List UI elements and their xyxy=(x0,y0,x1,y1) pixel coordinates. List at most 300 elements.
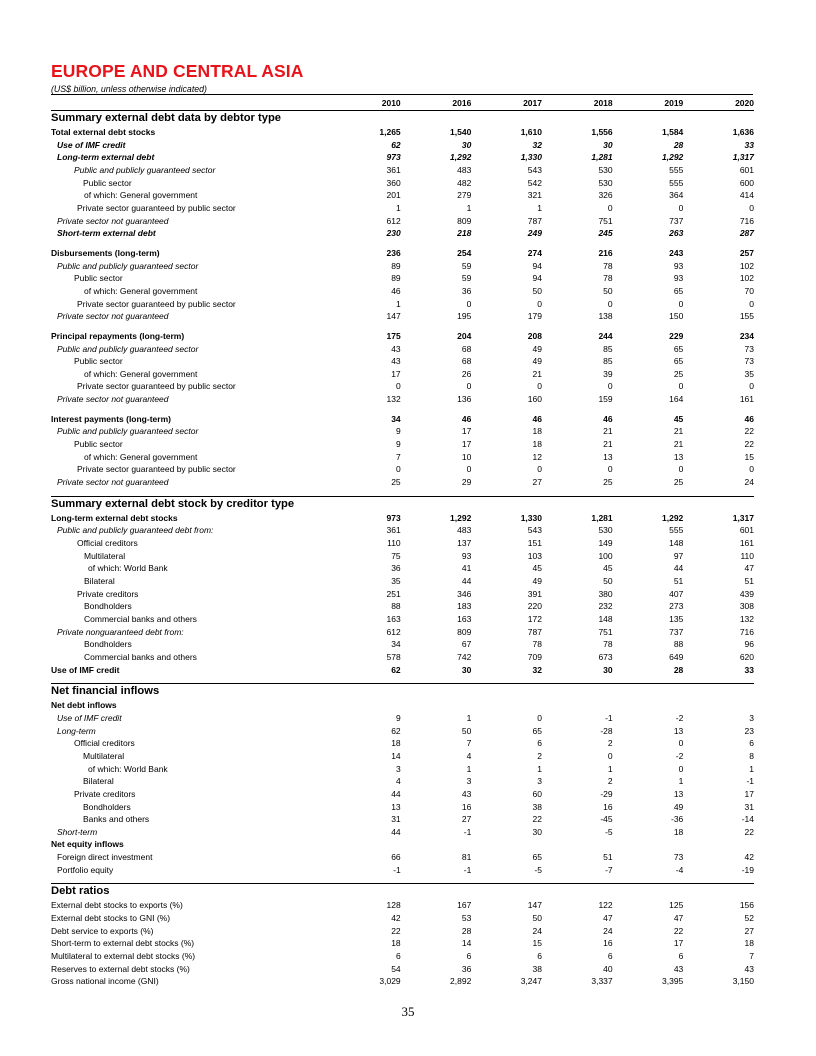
value-cell-2017: 1,330 xyxy=(520,152,542,163)
value-cell-2010: 361 xyxy=(386,164,401,175)
value-cell-2019: 0 xyxy=(678,738,684,749)
value-cell-2018: 0 xyxy=(607,202,613,213)
value-cell-2016: 136 xyxy=(457,394,472,405)
table-row xyxy=(51,925,754,938)
value-cell-2019: 25 xyxy=(673,368,684,379)
value-cell-2019: 0 xyxy=(678,381,684,392)
value-cell-2016: 279 xyxy=(457,190,472,201)
row-label: Bilateral xyxy=(83,776,114,787)
value-cell-2010: 1 xyxy=(395,298,401,309)
value-cell-2016: 10 xyxy=(461,451,472,462)
table-row xyxy=(51,937,754,950)
table-row xyxy=(51,788,754,801)
value-cell-2010 xyxy=(330,699,401,712)
value-cell-2016: 0 xyxy=(466,298,472,309)
table-row xyxy=(51,272,754,285)
value-cell-2020: 1,317 xyxy=(732,152,754,163)
value-cell-2016: 59 xyxy=(461,260,472,271)
value-cell-2018: 78 xyxy=(603,639,613,650)
value-cell-2016: 28 xyxy=(461,925,472,936)
value-cell-2010: 175 xyxy=(386,330,401,341)
table-row xyxy=(51,139,754,152)
value-cell-2018: 530 xyxy=(598,525,613,536)
value-cell-2016: 1 xyxy=(466,763,472,774)
value-cell-2020: 73 xyxy=(744,356,754,367)
value-cell-2020 xyxy=(683,699,754,712)
value-cell-2017: 78 xyxy=(532,639,542,650)
header-label-cell xyxy=(51,97,330,111)
row-label: Long-term external debt stocks xyxy=(51,512,178,523)
value-cell-2016: 30 xyxy=(461,139,472,150)
value-cell-2010: 43 xyxy=(391,356,401,367)
value-cell-2020: 23 xyxy=(744,725,754,736)
section-spacer xyxy=(51,876,754,884)
row-label: Public and publicly guaranteed sector xyxy=(74,164,216,175)
value-cell-2010: 4 xyxy=(395,776,401,787)
value-cell-2020: 35 xyxy=(744,368,754,379)
value-cell-2020: 1,636 xyxy=(732,127,754,137)
value-cell-2018: 1,556 xyxy=(591,127,613,137)
table-row xyxy=(51,588,754,601)
value-cell-2017: 787 xyxy=(527,215,542,226)
value-cell-2020: -14 xyxy=(741,814,754,825)
value-cell-2019: 0 xyxy=(678,298,684,309)
row-label: Public sector xyxy=(74,273,123,284)
value-cell-2017: 172 xyxy=(527,613,542,624)
value-cell-2016: 16 xyxy=(461,801,472,812)
table-row xyxy=(51,355,754,368)
value-cell-2016: 17 xyxy=(461,439,472,450)
table-row xyxy=(51,725,754,738)
value-cell-2018: 1,281 xyxy=(591,512,613,523)
value-cell-2020: 18 xyxy=(744,938,754,949)
value-cell-2016: 44 xyxy=(461,576,472,586)
table-row xyxy=(51,562,754,575)
group-spacer xyxy=(51,406,754,413)
value-cell-2010: 13 xyxy=(391,801,401,812)
value-cell-2020: 31 xyxy=(744,801,754,812)
value-cell-2019: -2 xyxy=(675,750,684,761)
row-label: Private creditors xyxy=(77,588,139,599)
row-label: Bilateral xyxy=(84,576,115,586)
table-row xyxy=(51,177,754,190)
row-label: Use of IMF credit xyxy=(57,712,122,723)
value-cell-2017: 103 xyxy=(527,550,542,561)
value-cell-2010: 89 xyxy=(391,273,401,284)
value-cell-2020: 15 xyxy=(744,451,754,462)
year-header-row xyxy=(51,97,754,111)
value-cell-2019 xyxy=(613,838,684,851)
value-cell-2017: 274 xyxy=(527,247,542,258)
value-cell-2017: 21 xyxy=(532,368,542,379)
value-cell-2020: 132 xyxy=(739,613,754,624)
value-cell-2020: 601 xyxy=(739,164,754,175)
page-subtitle: (US$ billion, unless otherwise indicated) xyxy=(51,84,753,95)
table-row xyxy=(51,801,754,814)
row-label: Public and publicly guaranteed sector xyxy=(57,260,199,271)
value-cell-2020: 234 xyxy=(739,330,754,341)
value-cell-2010: 18 xyxy=(391,938,401,949)
table-row xyxy=(51,712,754,725)
value-cell-2020: 73 xyxy=(744,343,754,354)
value-cell-2016 xyxy=(401,838,472,851)
value-cell-2018: 39 xyxy=(603,368,613,379)
value-cell-2010: 3 xyxy=(395,763,401,774)
value-cell-2017: 65 xyxy=(532,852,542,863)
value-cell-2020: -1 xyxy=(746,776,754,787)
value-cell-2020: -19 xyxy=(741,864,754,875)
value-cell-2017: 391 xyxy=(527,588,542,599)
value-cell-2018: 85 xyxy=(603,343,613,354)
row-label: Gross national income (GNI) xyxy=(51,976,159,987)
table-row xyxy=(51,600,754,613)
value-cell-2018: 0 xyxy=(607,298,613,309)
row-label: Long-term xyxy=(57,725,96,736)
value-cell-2018: 751 xyxy=(598,626,613,637)
table-row xyxy=(51,393,754,406)
value-cell-2016: 254 xyxy=(457,247,472,258)
row-label: Public and publicly guaranteed sector xyxy=(57,343,199,354)
value-cell-2019: 65 xyxy=(673,343,684,354)
value-cell-2010: 62 xyxy=(391,139,401,150)
value-cell-2010: 62 xyxy=(391,725,401,736)
value-cell-2019: 13 xyxy=(673,725,684,736)
value-cell-2019: 45 xyxy=(673,413,684,424)
value-cell-2010: 7 xyxy=(395,451,401,462)
section-header-summary-external-debt-stock-by-creditor-type xyxy=(51,496,754,512)
value-cell-2020: 43 xyxy=(744,963,754,974)
section-title: Summary external debt stock by creditor type xyxy=(51,496,754,512)
value-cell-2017: 46 xyxy=(532,413,542,424)
section-spacer xyxy=(51,676,754,684)
value-cell-2020: 102 xyxy=(739,273,754,284)
value-cell-2020: 600 xyxy=(739,177,754,188)
value-cell-2019: 0 xyxy=(678,202,684,213)
value-cell-2016: 14 xyxy=(461,938,472,949)
value-cell-2019: 18 xyxy=(673,826,684,837)
value-cell-2010: 132 xyxy=(386,394,401,405)
value-cell-2019: 148 xyxy=(669,538,684,549)
value-cell-2017: 60 xyxy=(532,788,542,799)
value-cell-2018: 1,281 xyxy=(591,152,613,163)
row-label: Official creditors xyxy=(77,538,138,549)
value-cell-2016: 183 xyxy=(457,601,472,612)
value-cell-2010 xyxy=(330,838,401,851)
value-cell-2020: 70 xyxy=(744,285,754,296)
value-cell-2016: 59 xyxy=(461,273,472,284)
table-row xyxy=(51,912,754,925)
value-cell-2017: -5 xyxy=(534,864,542,875)
table-row xyxy=(51,202,754,215)
value-cell-2016: 167 xyxy=(457,900,472,911)
table-row xyxy=(51,963,754,976)
value-cell-2019: 1 xyxy=(678,776,684,787)
table-row xyxy=(51,626,754,639)
value-cell-2016: 27 xyxy=(461,814,472,825)
table-row xyxy=(51,550,754,563)
value-cell-2020: 27 xyxy=(744,925,754,936)
value-cell-2018: 6 xyxy=(607,951,613,962)
value-cell-2020: 0 xyxy=(749,381,754,392)
value-cell-2020: 22 xyxy=(744,826,754,837)
table-row xyxy=(51,512,754,525)
value-cell-2018: 21 xyxy=(603,439,613,450)
value-cell-2016: 46 xyxy=(461,413,472,424)
table-row xyxy=(51,215,754,228)
value-cell-2020: 51 xyxy=(744,576,754,586)
section-header-net-financial-inflows xyxy=(51,684,754,700)
value-cell-2017: 249 xyxy=(527,228,542,239)
value-cell-2017: 1 xyxy=(537,763,542,774)
row-label: Long-term external debt xyxy=(57,152,155,163)
table-row xyxy=(51,343,754,356)
value-cell-2010: 18 xyxy=(391,738,401,749)
value-cell-2017: 49 xyxy=(532,576,542,586)
value-cell-2017 xyxy=(471,838,542,851)
value-cell-2020: 1,317 xyxy=(732,512,754,523)
debt-table-container xyxy=(51,97,754,995)
row-label: Private nonguaranteed debt from: xyxy=(57,626,184,637)
value-cell-2020: 24 xyxy=(744,477,754,488)
value-cell-2020: 3,150 xyxy=(732,976,754,987)
value-cell-2018: 2 xyxy=(607,738,613,749)
year-header: 2010 xyxy=(330,97,401,111)
value-cell-2019: 229 xyxy=(669,330,684,341)
value-cell-2017: 3,247 xyxy=(520,976,542,987)
value-cell-2010: 36 xyxy=(391,563,401,574)
row-label: Short-term external debt xyxy=(57,228,156,239)
value-cell-2018: -1 xyxy=(605,712,613,723)
table-row xyxy=(51,463,754,476)
value-cell-2017: 151 xyxy=(527,538,542,549)
value-cell-2017: 1 xyxy=(537,202,542,213)
value-cell-2018: -7 xyxy=(605,864,613,875)
value-cell-2016: 93 xyxy=(461,550,472,561)
value-cell-2010: 0 xyxy=(395,381,401,392)
value-cell-2018: -45 xyxy=(600,814,613,825)
row-label: Private sector not guaranteed xyxy=(57,311,169,322)
value-cell-2010: 612 xyxy=(386,215,401,226)
value-cell-2016: 7 xyxy=(466,738,472,749)
value-cell-2016: 67 xyxy=(461,639,472,650)
value-cell-2017: 3 xyxy=(537,776,542,787)
value-cell-2017: 6 xyxy=(537,951,542,962)
row-label: of which: General government xyxy=(84,368,198,379)
value-cell-2020: 414 xyxy=(739,190,754,201)
value-cell-2017: 15 xyxy=(532,938,542,949)
value-cell-2020: 0 xyxy=(749,298,754,309)
value-cell-2010: 973 xyxy=(386,512,401,523)
row-label: of which: General government xyxy=(84,451,198,462)
value-cell-2018: 673 xyxy=(598,651,613,662)
group-spacer xyxy=(51,240,754,247)
table-row xyxy=(51,380,754,393)
value-cell-2020: 1 xyxy=(749,763,754,774)
value-cell-2017: 22 xyxy=(532,814,542,825)
row-label: Private sector guaranteed by public sector xyxy=(77,202,236,213)
value-cell-2010: 62 xyxy=(391,664,401,675)
table-body xyxy=(51,111,754,996)
value-cell-2019: 21 xyxy=(673,439,684,450)
value-cell-2010: 3,029 xyxy=(379,976,401,987)
value-cell-2019: 649 xyxy=(669,651,684,662)
year-header: 2016 xyxy=(401,97,472,111)
value-cell-2020: 17 xyxy=(744,788,754,799)
value-cell-2016: 0 xyxy=(466,464,472,475)
value-cell-2018: 50 xyxy=(603,285,613,296)
row-label: Short-term xyxy=(57,826,98,837)
table-row xyxy=(51,368,754,381)
value-cell-2017: 94 xyxy=(532,260,542,271)
value-cell-2010: 66 xyxy=(391,852,401,863)
value-cell-2017: 147 xyxy=(527,900,542,911)
table-row xyxy=(51,330,754,343)
value-cell-2017: 179 xyxy=(527,311,542,322)
row-label: Banks and others xyxy=(83,814,150,825)
value-cell-2019: 0 xyxy=(678,464,684,475)
table-row xyxy=(51,737,754,750)
value-cell-2017: 50 xyxy=(532,913,542,924)
year-header: 2018 xyxy=(542,97,613,111)
value-cell-2020: 42 xyxy=(744,852,754,863)
value-cell-2019: 93 xyxy=(673,273,684,284)
row-label: Private sector not guaranteed xyxy=(57,394,169,405)
value-cell-2018: -29 xyxy=(600,788,613,799)
year-header: 2019 xyxy=(613,97,684,111)
value-cell-2018: 51 xyxy=(603,852,613,863)
value-cell-2010: 34 xyxy=(391,413,401,424)
value-cell-2010: 54 xyxy=(391,963,401,974)
row-label: Public sector xyxy=(74,356,123,367)
value-cell-2017: 160 xyxy=(527,394,542,405)
value-cell-2019: 13 xyxy=(673,451,684,462)
value-cell-2017: 45 xyxy=(532,563,542,574)
value-cell-2017: 543 xyxy=(527,525,542,536)
table-row xyxy=(51,899,754,912)
row-label: Principal repayments (long-term) xyxy=(51,330,185,341)
value-cell-2018: 100 xyxy=(598,550,613,561)
table-row xyxy=(51,763,754,776)
value-cell-2020: 102 xyxy=(739,260,754,271)
value-cell-2010: 14 xyxy=(391,750,401,761)
row-label: Disbursements (long-term) xyxy=(51,247,160,258)
table-row xyxy=(51,651,754,664)
row-label: Reserves to external debt stocks (%) xyxy=(51,963,190,974)
value-cell-2018: 13 xyxy=(603,451,613,462)
value-cell-2017: 49 xyxy=(532,356,542,367)
value-cell-2018: 85 xyxy=(603,356,613,367)
value-cell-2017: 0 xyxy=(537,298,542,309)
table-row xyxy=(51,750,754,763)
table-row xyxy=(51,164,754,177)
row-label: External debt stocks to exports (%) xyxy=(51,900,183,911)
value-cell-2010: 110 xyxy=(387,538,401,549)
value-cell-2018: 326 xyxy=(598,190,613,201)
value-cell-2018: 138 xyxy=(598,311,613,322)
value-cell-2016: 4 xyxy=(466,750,472,761)
row-label: of which: General government xyxy=(84,190,198,201)
value-cell-2019: 737 xyxy=(669,215,684,226)
row-label: Interest payments (long-term) xyxy=(51,413,171,424)
table-row xyxy=(51,227,754,240)
row-label: Net equity inflows xyxy=(51,839,124,850)
value-cell-2018: 47 xyxy=(603,913,613,924)
row-label: Private creditors xyxy=(74,788,136,799)
value-cell-2019: 3,395 xyxy=(662,976,684,987)
value-cell-2019: 65 xyxy=(673,285,684,296)
value-cell-2010: 612 xyxy=(386,626,401,637)
value-cell-2016: 483 xyxy=(457,525,472,536)
table-row xyxy=(51,310,754,323)
table-row xyxy=(51,950,754,963)
value-cell-2017: 787 xyxy=(527,626,542,637)
value-cell-2016: 81 xyxy=(461,852,472,863)
value-cell-2010: 578 xyxy=(386,651,401,662)
value-cell-2016: 0 xyxy=(466,381,472,392)
value-cell-2019: 44 xyxy=(673,563,684,574)
value-cell-2018: 16 xyxy=(603,938,613,949)
value-cell-2020: 439 xyxy=(739,588,754,599)
value-cell-2010: 88 xyxy=(391,601,401,612)
table-row xyxy=(51,575,754,588)
value-cell-2020: 110 xyxy=(740,550,754,561)
value-cell-2018: 3,337 xyxy=(591,976,613,987)
value-cell-2019: 555 xyxy=(669,525,684,536)
row-label: Private sector guaranteed by public sector xyxy=(77,464,236,475)
table-row xyxy=(51,285,754,298)
value-cell-2019: 0 xyxy=(678,763,684,774)
value-cell-2018: 30 xyxy=(603,139,613,150)
value-cell-2018: -28 xyxy=(600,725,613,736)
value-cell-2010: 973 xyxy=(386,152,401,163)
row-label: Bondholders xyxy=(83,801,131,812)
value-cell-2010: 9 xyxy=(395,439,401,450)
value-cell-2017: 32 xyxy=(532,664,542,675)
value-cell-2019: -4 xyxy=(675,864,684,875)
value-cell-2019: 555 xyxy=(669,164,684,175)
value-cell-2010: 360 xyxy=(386,177,401,188)
section-header-debt-ratios xyxy=(51,884,754,900)
value-cell-2020: 7 xyxy=(749,951,754,962)
page-number: 35 xyxy=(401,1004,415,1019)
row-label: Public sector xyxy=(74,439,123,450)
row-label: of which: World Bank xyxy=(88,763,168,774)
value-cell-2020 xyxy=(683,838,754,851)
row-label: Multilateral to external debt stocks (%) xyxy=(51,951,196,962)
value-cell-2016: 809 xyxy=(457,626,472,637)
value-cell-2018: 122 xyxy=(598,900,613,911)
value-cell-2016: 36 xyxy=(461,285,472,296)
value-cell-2016: 1,292 xyxy=(450,152,472,163)
value-cell-2017: 542 xyxy=(527,177,542,188)
value-cell-2020: 0 xyxy=(749,464,754,475)
value-cell-2010: 9 xyxy=(395,712,401,723)
value-cell-2019: 51 xyxy=(673,576,684,586)
row-label: Public sector xyxy=(83,177,132,188)
value-cell-2016: 483 xyxy=(457,164,472,175)
value-cell-2016: 218 xyxy=(457,228,472,239)
value-cell-2019: 97 xyxy=(673,550,684,561)
value-cell-2016: 3 xyxy=(466,776,472,787)
value-cell-2020: 3 xyxy=(749,712,754,723)
value-cell-2019: 364 xyxy=(669,190,684,201)
value-cell-2010: 251 xyxy=(386,588,401,599)
row-label: Net debt inflows xyxy=(51,700,117,711)
value-cell-2010: 46 xyxy=(391,285,401,296)
value-cell-2016: 1 xyxy=(466,712,472,723)
table-row xyxy=(51,298,754,311)
value-cell-2018: 78 xyxy=(603,260,613,271)
